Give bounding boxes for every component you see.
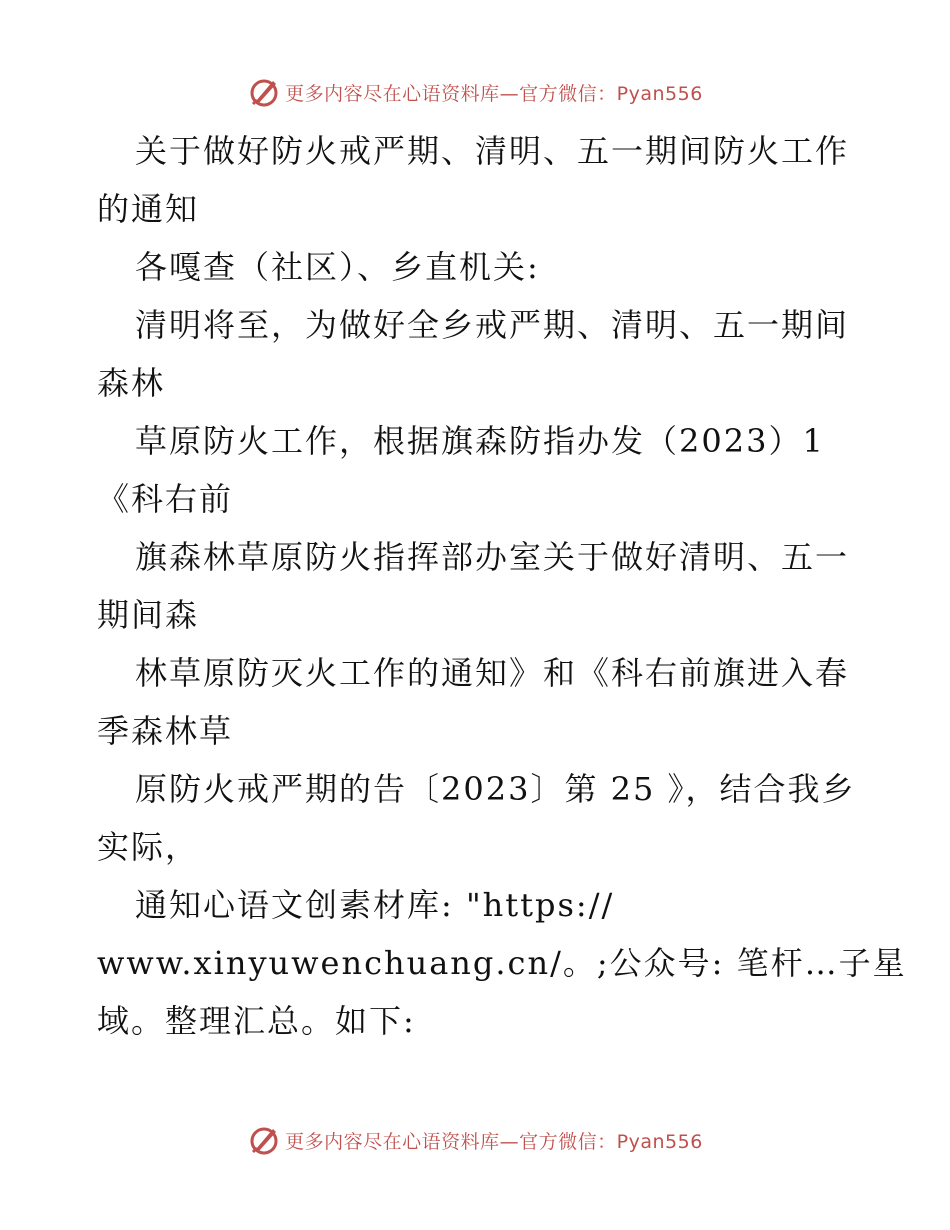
- header-watermark-text: 更多内容尽在心语资料库—官方微信：Pyan556: [285, 82, 703, 105]
- body-line: 域。整理汇总。如下:: [97, 1002, 416, 1040]
- header-watermark: [0, 72, 950, 112]
- quill-logo-icon: [247, 75, 281, 109]
- document-body: [97, 122, 907, 1050]
- footer-watermark: [0, 1120, 950, 1160]
- title-line-2: 的通知: [97, 190, 200, 228]
- footer-watermark-text: 更多内容尽在心语资料库—官方微信：Pyan556: [285, 1130, 703, 1153]
- body-line: 季森林草: [97, 712, 234, 750]
- body-line: www.xinyuwenchuang.cn/。;公众号: 笔杆…子星: [97, 944, 907, 982]
- body-line: 森林: [97, 364, 166, 402]
- quill-logo-icon: [247, 1123, 281, 1157]
- body-line: 实际，: [97, 828, 200, 866]
- body-line: 通知心语文创素材库: "https://: [135, 886, 615, 924]
- body-line: 原防火戒严期的告〔2023〕第 25 》，结合我乡: [135, 770, 856, 808]
- body-line: 期间森: [97, 596, 200, 634]
- body-line: 旗森林草原防火指挥部办室关于做好清明、五一: [135, 538, 850, 576]
- body-line: 林草原防灭火工作的通知》和《科右前旗进入春: [135, 654, 850, 692]
- title-line-1: 关于做好防火戒严期、清明、五一期间防火工作: [135, 132, 850, 170]
- body-line: 清明将至，为做好全乡戒严期、清明、五一期间: [135, 306, 850, 344]
- body-line: 草原防火工作，根据旗森防指办发（2023）1: [135, 422, 825, 460]
- salutation: 各嘎查（社区）、乡直机关:: [135, 248, 540, 286]
- body-line: 《科右前: [97, 480, 234, 518]
